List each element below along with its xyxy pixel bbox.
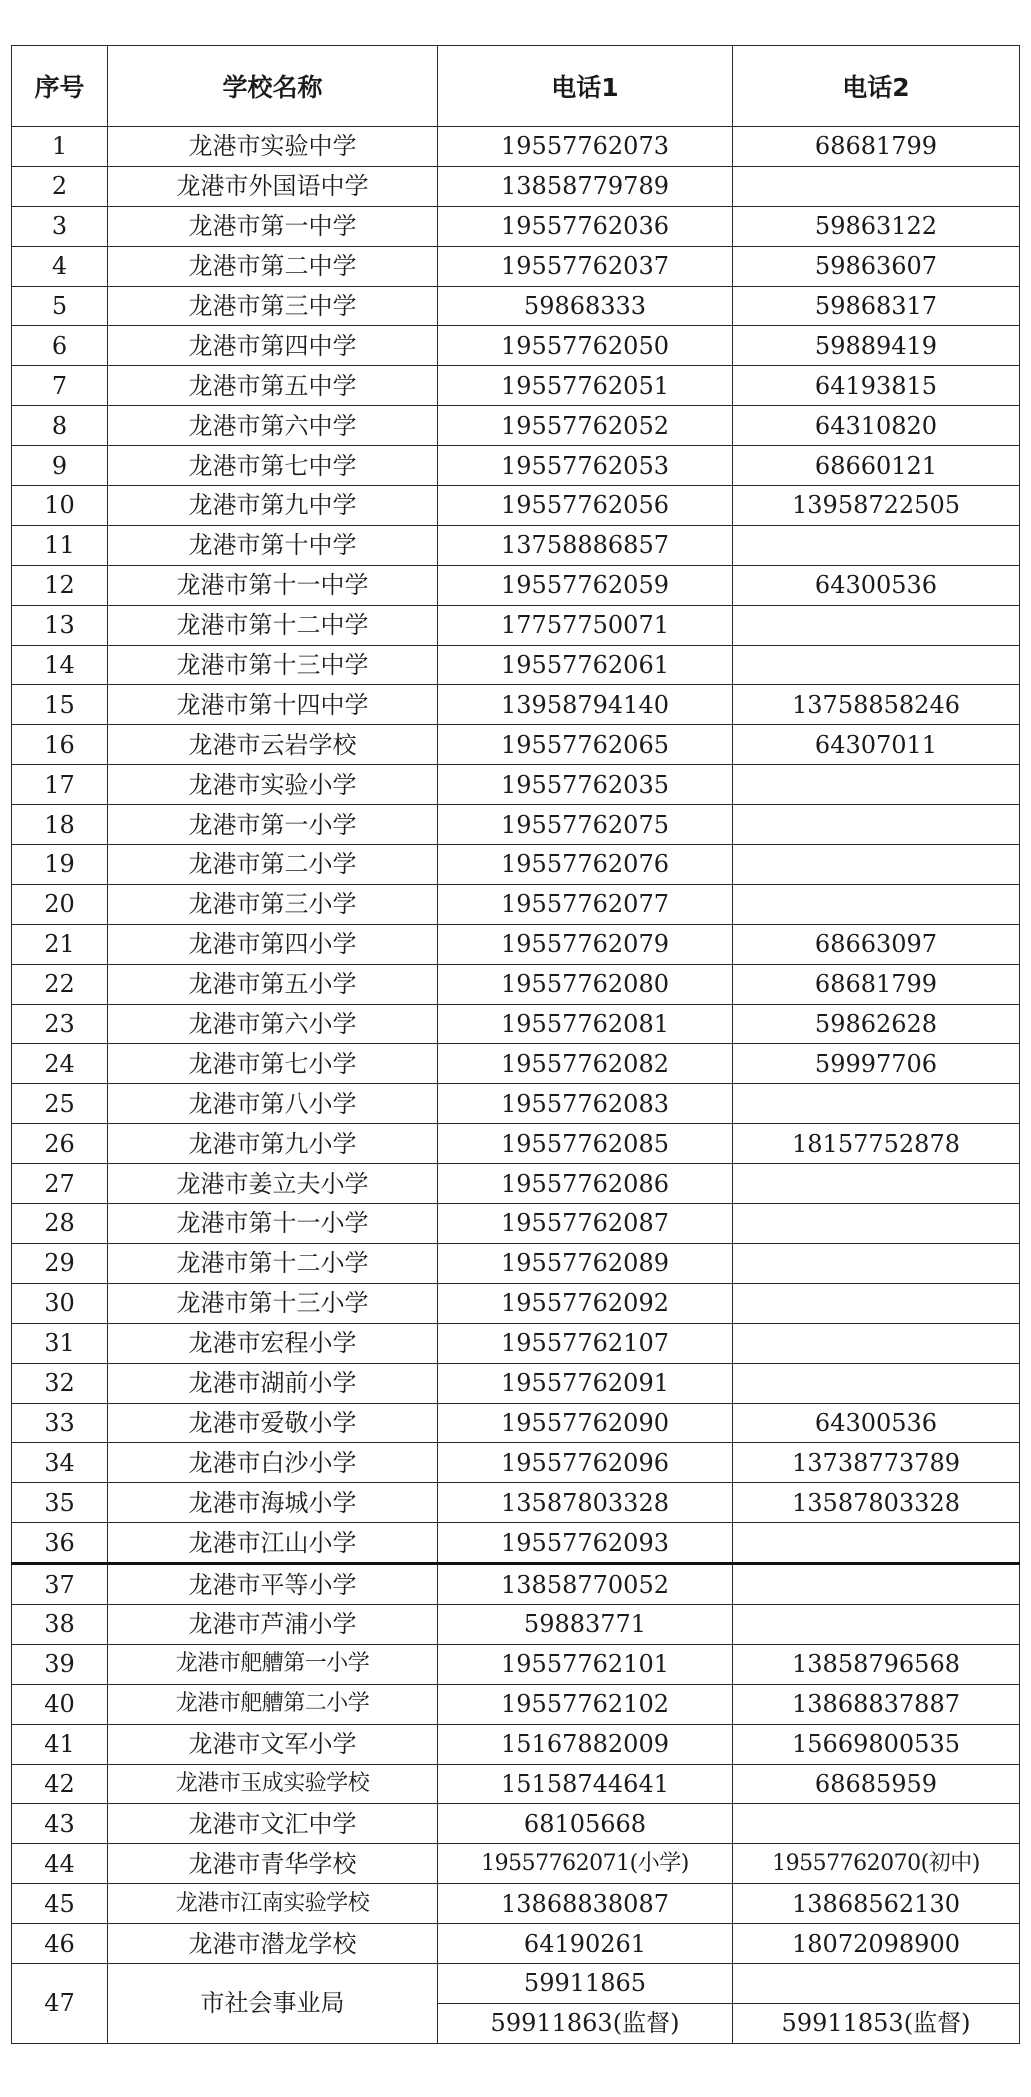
cell-no: 24 <box>12 1044 108 1084</box>
cell-no: 25 <box>12 1084 108 1124</box>
cell-school-name: 龙港市第三中学 <box>108 286 438 326</box>
cell-phone-2 <box>733 765 1020 805</box>
cell-phone-1: 19557762052 <box>438 406 733 446</box>
cell-school-name: 龙港市宏程小学 <box>108 1323 438 1363</box>
contact-table-container <box>11 45 1019 2044</box>
cell-phone-1: 19557762083 <box>438 1084 733 1124</box>
cell-phone-2 <box>733 1523 1020 1564</box>
cell-no: 7 <box>12 366 108 406</box>
cell-school-name: 龙港市第四中学 <box>108 326 438 366</box>
cell-no: 13 <box>12 605 108 645</box>
cell-school-name: 龙港市第五中学 <box>108 366 438 406</box>
cell-phone-1: 19557762073 <box>438 127 733 167</box>
cell-no: 36 <box>12 1523 108 1564</box>
cell-phone-2: 13868562130 <box>733 1884 1020 1924</box>
cell-phone-1: 64190261 <box>438 1924 733 1964</box>
cell-phone-2 <box>733 1564 1020 1605</box>
cell-school-name: 龙港市第八小学 <box>108 1084 438 1124</box>
cell-no: 35 <box>12 1483 108 1523</box>
cell-phone-1: 13868838087 <box>438 1884 733 1924</box>
cell-phone-2: 68681799 <box>733 964 1020 1004</box>
cell-no: 30 <box>12 1283 108 1323</box>
cell-phone-2 <box>733 1204 1020 1244</box>
table-row <box>12 446 1020 486</box>
cell-school-name: 龙港市第十二小学 <box>108 1243 438 1283</box>
cell-phone-2: 59997706 <box>733 1044 1020 1084</box>
cell-no: 19 <box>12 845 108 885</box>
table-row <box>12 1084 1020 1124</box>
cell-phone-2 <box>733 1283 1020 1323</box>
cell-no: 10 <box>12 486 108 526</box>
cell-school-name: 龙港市第七小学 <box>108 1044 438 1084</box>
cell-school-name: 龙港市第六小学 <box>108 1004 438 1044</box>
table-row <box>12 1124 1020 1164</box>
cell-phone-1: 19557762093 <box>438 1523 733 1564</box>
cell-school-name: 龙港市青华学校 <box>108 1844 438 1884</box>
cell-phone-2: 19557762070(初中) <box>733 1844 1020 1884</box>
cell-phone-1: 13858770052 <box>438 1564 733 1605</box>
table-row <box>12 1044 1020 1084</box>
cell-phone-2: 64307011 <box>733 725 1020 765</box>
cell-school-name: 龙港市舥艚第一小学 <box>108 1644 438 1684</box>
cell-phone-1: 19557762071(小学) <box>438 1844 733 1884</box>
table-row <box>12 286 1020 326</box>
cell-phone-1: 19557762087 <box>438 1204 733 1244</box>
cell-no: 16 <box>12 725 108 765</box>
cell-school-name: 龙港市实验中学 <box>108 127 438 167</box>
cell-no: 12 <box>12 565 108 605</box>
table-row <box>12 1644 1020 1684</box>
cell-phone-1: 19557762065 <box>438 725 733 765</box>
cell-no: 43 <box>12 1804 108 1844</box>
cell-no: 4 <box>12 246 108 286</box>
cell-phone-2: 13738773789 <box>733 1443 1020 1483</box>
cell-phone-1: 19557762085 <box>438 1124 733 1164</box>
cell-phone-2 <box>733 1164 1020 1204</box>
table-row <box>12 166 1020 206</box>
table-row <box>12 1724 1020 1764</box>
cell-no: 39 <box>12 1644 108 1684</box>
table-row <box>12 1283 1020 1323</box>
cell-phone-2: 59863607 <box>733 246 1020 286</box>
table-row <box>12 127 1020 167</box>
cell-phone-2: 59863122 <box>733 206 1020 246</box>
cell-no: 33 <box>12 1403 108 1443</box>
cell-no: 1 <box>12 127 108 167</box>
cell-phone-1: 59883771 <box>438 1604 733 1644</box>
cell-no: 15 <box>12 685 108 725</box>
cell-phone-2-supervision: 59911853(监督) <box>733 2003 1020 2043</box>
cell-phone-1: 19557762059 <box>438 565 733 605</box>
cell-school-name: 龙港市第七中学 <box>108 446 438 486</box>
table-row <box>12 366 1020 406</box>
table-row <box>12 1403 1020 1443</box>
cell-no: 17 <box>12 765 108 805</box>
cell-phone-2: 64193815 <box>733 366 1020 406</box>
table-row <box>12 486 1020 526</box>
cell-phone-1: 68105668 <box>438 1804 733 1844</box>
table-row <box>12 1483 1020 1523</box>
cell-phone-2 <box>733 805 1020 845</box>
cell-school-name: 龙港市舥艚第二小学 <box>108 1684 438 1724</box>
table-row <box>12 326 1020 366</box>
cell-school-name: 龙港市第十四中学 <box>108 685 438 725</box>
header-phone-1: 电话1 <box>438 46 733 127</box>
cell-school-name: 龙港市第二小学 <box>108 845 438 885</box>
table-row <box>12 1804 1020 1844</box>
cell-phone-1: 19557762091 <box>438 1363 733 1403</box>
cell-school-name: 龙港市第一中学 <box>108 206 438 246</box>
table-row <box>12 605 1020 645</box>
cell-phone-2 <box>733 1323 1020 1363</box>
cell-no: 41 <box>12 1724 108 1764</box>
cell-phone-2: 68663097 <box>733 924 1020 964</box>
cell-phone-2 <box>733 1804 1020 1844</box>
cell-phone-2: 64310820 <box>733 406 1020 446</box>
cell-phone-2: 64300536 <box>733 1403 1020 1443</box>
cell-phone-2: 15669800535 <box>733 1724 1020 1764</box>
cell-no: 23 <box>12 1004 108 1044</box>
cell-phone-1: 19557762096 <box>438 1443 733 1483</box>
cell-phone-2: 18157752878 <box>733 1124 1020 1164</box>
cell-phone-2 <box>733 166 1020 206</box>
cell-no: 34 <box>12 1443 108 1483</box>
cell-phone-1: 19557762090 <box>438 1403 733 1443</box>
cell-phone-1: 19557762107 <box>438 1323 733 1363</box>
cell-phone-2: 64300536 <box>733 565 1020 605</box>
cell-phone-2: 13587803328 <box>733 1483 1020 1523</box>
cell-school-name: 龙港市第九小学 <box>108 1124 438 1164</box>
cell-phone-2 <box>733 1243 1020 1283</box>
table-row <box>12 1243 1020 1283</box>
cell-phone-1: 19557762092 <box>438 1283 733 1323</box>
cell-phone-2 <box>733 645 1020 685</box>
table-row <box>12 1443 1020 1483</box>
cell-phone-2: 13758858246 <box>733 685 1020 725</box>
table-row <box>12 1844 1020 1884</box>
cell-no: 44 <box>12 1844 108 1884</box>
cell-phone-1: 19557762036 <box>438 206 733 246</box>
cell-school-name: 龙港市爱敬小学 <box>108 1403 438 1443</box>
cell-school-name: 龙港市第十中学 <box>108 525 438 565</box>
cell-phone-2: 59862628 <box>733 1004 1020 1044</box>
cell-phone-1: 19557762056 <box>438 486 733 526</box>
cell-no: 20 <box>12 884 108 924</box>
cell-school-name: 龙港市第十二中学 <box>108 605 438 645</box>
cell-no: 27 <box>12 1164 108 1204</box>
header-phone-2: 电话2 <box>733 46 1020 127</box>
school-contact-table <box>11 45 1020 2044</box>
cell-school-name: 龙港市云岩学校 <box>108 725 438 765</box>
cell-phone-1: 19557762086 <box>438 1164 733 1204</box>
cell-no: 42 <box>12 1764 108 1804</box>
cell-school-name: 龙港市江南实验学校 <box>108 1884 438 1924</box>
table-body <box>12 127 1020 2044</box>
cell-phone-2 <box>733 1963 1020 2003</box>
cell-phone-1: 19557762089 <box>438 1243 733 1283</box>
cell-phone-1: 17757750071 <box>438 605 733 645</box>
cell-school-name: 龙港市第十一小学 <box>108 1204 438 1244</box>
cell-phone-1: 19557762076 <box>438 845 733 885</box>
cell-no: 40 <box>12 1684 108 1724</box>
cell-no: 9 <box>12 446 108 486</box>
cell-phone-1: 19557762079 <box>438 924 733 964</box>
cell-phone-1: 13587803328 <box>438 1483 733 1523</box>
cell-phone-1: 19557762101 <box>438 1644 733 1684</box>
cell-phone-1: 19557762037 <box>438 246 733 286</box>
cell-school-name: 龙港市江山小学 <box>108 1523 438 1564</box>
cell-school-name: 龙港市平等小学 <box>108 1564 438 1605</box>
cell-no: 31 <box>12 1323 108 1363</box>
cell-phone-2 <box>733 1363 1020 1403</box>
cell-no: 21 <box>12 924 108 964</box>
table-row <box>12 964 1020 1004</box>
cell-school-name: 龙港市玉成实验学校 <box>108 1764 438 1804</box>
table-row <box>12 1204 1020 1244</box>
cell-school-name: 龙港市潜龙学校 <box>108 1924 438 1964</box>
table-row <box>12 645 1020 685</box>
cell-no: 3 <box>12 206 108 246</box>
cell-no: 47 <box>12 1963 108 2043</box>
cell-phone-2 <box>733 1604 1020 1644</box>
cell-no: 29 <box>12 1243 108 1283</box>
table-row <box>12 1004 1020 1044</box>
cell-phone-1: 19557762050 <box>438 326 733 366</box>
table-row <box>12 924 1020 964</box>
cell-school-name: 龙港市第二中学 <box>108 246 438 286</box>
table-row <box>12 845 1020 885</box>
cell-no: 5 <box>12 286 108 326</box>
cell-school-name: 龙港市芦浦小学 <box>108 1604 438 1644</box>
cell-no: 46 <box>12 1924 108 1964</box>
cell-no: 11 <box>12 525 108 565</box>
table-row <box>12 884 1020 924</box>
table-row <box>12 1363 1020 1403</box>
cell-no: 14 <box>12 645 108 685</box>
cell-phone-1: 13758886857 <box>438 525 733 565</box>
cell-phone-2: 13858796568 <box>733 1644 1020 1684</box>
cell-phone-1-supervision: 59911863(监督) <box>438 2003 733 2043</box>
table-row <box>12 246 1020 286</box>
cell-phone-1: 19557762061 <box>438 645 733 685</box>
header-no: 序号 <box>12 46 108 127</box>
cell-no: 2 <box>12 166 108 206</box>
cell-phone-1: 19557762082 <box>438 1044 733 1084</box>
cell-phone-2: 13868837887 <box>733 1684 1020 1724</box>
table-row <box>12 1523 1020 1564</box>
cell-school-name: 龙港市湖前小学 <box>108 1363 438 1403</box>
table-row <box>12 406 1020 446</box>
cell-phone-1: 59868333 <box>438 286 733 326</box>
cell-phone-2 <box>733 605 1020 645</box>
cell-phone-2: 59889419 <box>733 326 1020 366</box>
cell-phone-2 <box>733 1084 1020 1124</box>
cell-phone-1: 59911865 <box>438 1963 733 2003</box>
cell-phone-1: 19557762051 <box>438 366 733 406</box>
cell-phone-1: 19557762077 <box>438 884 733 924</box>
cell-school-name: 龙港市外国语中学 <box>108 166 438 206</box>
cell-no: 28 <box>12 1204 108 1244</box>
table-row <box>12 1884 1020 1924</box>
cell-school-name: 龙港市海城小学 <box>108 1483 438 1523</box>
cell-school-name: 龙港市第一小学 <box>108 805 438 845</box>
cell-school-name: 龙港市第六中学 <box>108 406 438 446</box>
cell-no: 8 <box>12 406 108 446</box>
header-school-name: 学校名称 <box>108 46 438 127</box>
cell-phone-1: 19557762080 <box>438 964 733 1004</box>
table-row-47a <box>12 1963 1020 2003</box>
cell-school-name: 龙港市文汇中学 <box>108 1804 438 1844</box>
table-row <box>12 1764 1020 1804</box>
cell-phone-1: 19557762102 <box>438 1684 733 1724</box>
cell-school-name: 市社会事业局 <box>108 1963 438 2043</box>
cell-phone-2: 13958722505 <box>733 486 1020 526</box>
table-row <box>12 685 1020 725</box>
cell-no: 22 <box>12 964 108 1004</box>
cell-school-name: 龙港市文军小学 <box>108 1724 438 1764</box>
cell-no: 32 <box>12 1363 108 1403</box>
cell-phone-1: 15158744641 <box>438 1764 733 1804</box>
cell-school-name: 龙港市实验小学 <box>108 765 438 805</box>
table-row <box>12 1604 1020 1644</box>
cell-no: 37 <box>12 1564 108 1605</box>
cell-phone-2: 68660121 <box>733 446 1020 486</box>
table-row <box>12 1164 1020 1204</box>
cell-phone-1: 19557762075 <box>438 805 733 845</box>
table-row <box>12 525 1020 565</box>
cell-phone-2 <box>733 884 1020 924</box>
cell-phone-1: 19557762035 <box>438 765 733 805</box>
cell-phone-2: 68681799 <box>733 127 1020 167</box>
cell-phone-2: 68685959 <box>733 1764 1020 1804</box>
cell-phone-1: 15167882009 <box>438 1724 733 1764</box>
cell-no: 26 <box>12 1124 108 1164</box>
cell-phone-1: 19557762081 <box>438 1004 733 1044</box>
cell-school-name: 龙港市第五小学 <box>108 964 438 1004</box>
cell-phone-2: 59868317 <box>733 286 1020 326</box>
cell-school-name: 龙港市姜立夫小学 <box>108 1164 438 1204</box>
table-row <box>12 725 1020 765</box>
table-row <box>12 1323 1020 1363</box>
cell-phone-2 <box>733 525 1020 565</box>
cell-school-name: 龙港市第九中学 <box>108 486 438 526</box>
cell-no: 6 <box>12 326 108 366</box>
table-row <box>12 765 1020 805</box>
table-row <box>12 1684 1020 1724</box>
cell-school-name: 龙港市第三小学 <box>108 884 438 924</box>
cell-school-name: 龙港市第十三小学 <box>108 1283 438 1323</box>
cell-no: 38 <box>12 1604 108 1644</box>
cell-no: 45 <box>12 1884 108 1924</box>
cell-phone-2 <box>733 845 1020 885</box>
table-row <box>12 565 1020 605</box>
table-row <box>12 1564 1020 1605</box>
cell-school-name: 龙港市第十三中学 <box>108 645 438 685</box>
cell-school-name: 龙港市第十一中学 <box>108 565 438 605</box>
cell-school-name: 龙港市第四小学 <box>108 924 438 964</box>
table-row <box>12 1924 1020 1964</box>
cell-phone-1: 13958794140 <box>438 685 733 725</box>
cell-school-name: 龙港市白沙小学 <box>108 1443 438 1483</box>
table-header-row <box>12 46 1020 127</box>
cell-no: 18 <box>12 805 108 845</box>
cell-phone-1: 13858779789 <box>438 166 733 206</box>
table-row <box>12 805 1020 845</box>
cell-phone-2: 18072098900 <box>733 1924 1020 1964</box>
cell-phone-1: 19557762053 <box>438 446 733 486</box>
table-row <box>12 206 1020 246</box>
